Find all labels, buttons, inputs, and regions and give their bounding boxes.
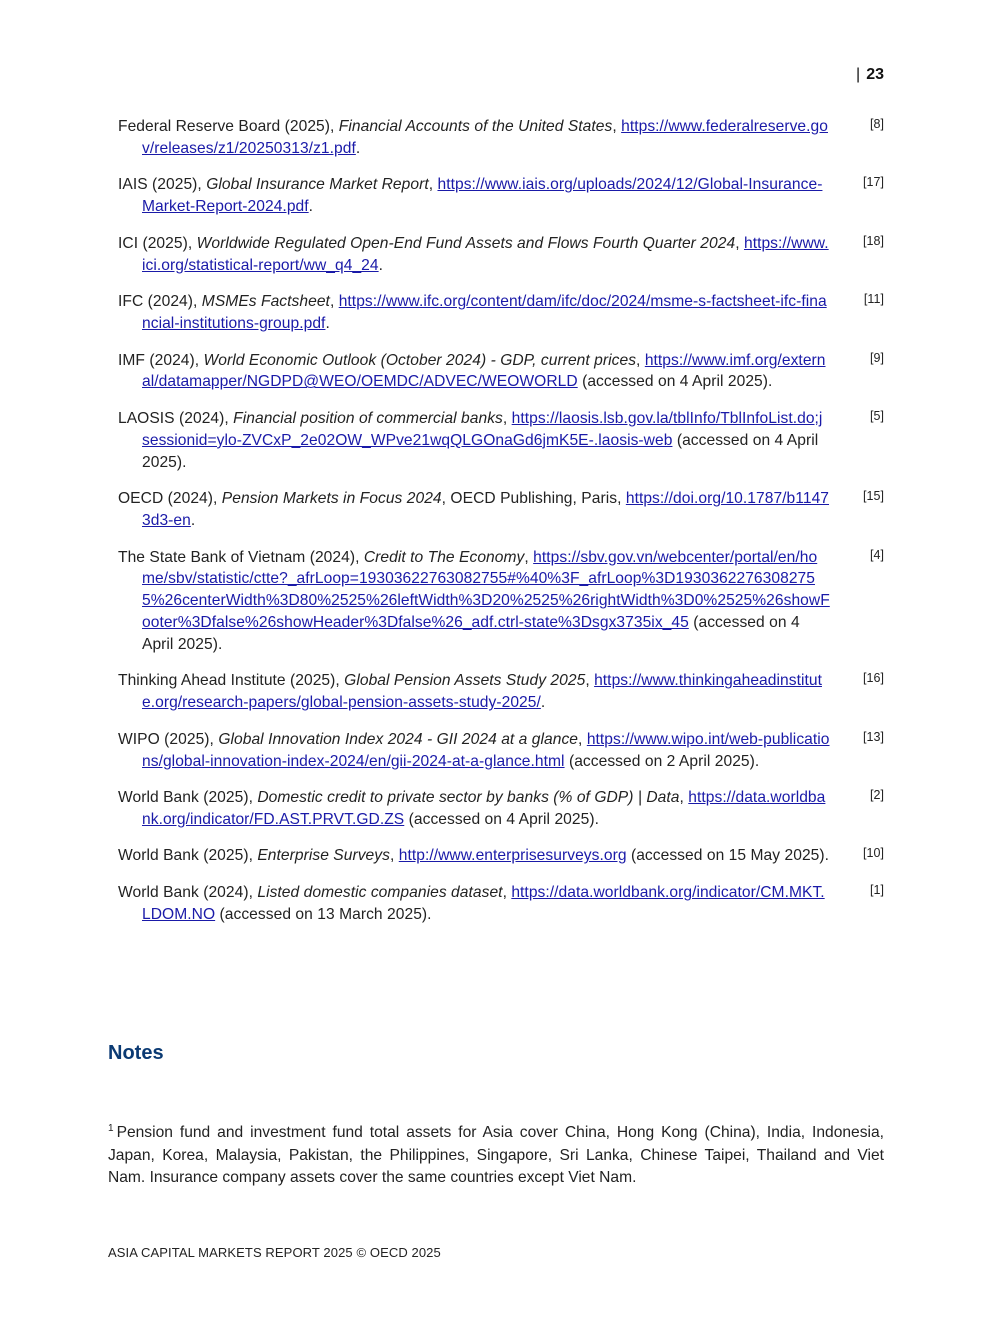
- reference-suffix: (accessed on 4 April 2025).: [142, 613, 800, 653]
- reference-author: IMF (2024),: [118, 351, 204, 369]
- reference-author: World Bank (2024),: [118, 884, 258, 902]
- reference-number: [5]: [869, 408, 884, 423]
- reference-number: [13]: [862, 729, 884, 744]
- reference-entry: [118, 547, 884, 656]
- footnote-marker: 1: [108, 1123, 114, 1134]
- reference-suffix: (accessed on 13 March 2025).: [215, 905, 432, 923]
- reference-title: Enterprise Surveys: [257, 847, 390, 865]
- reference-entry: [118, 882, 884, 926]
- reference-link[interactable]: http://www.enterprisesurveys.org: [398, 847, 627, 865]
- reference-title: Domestic credit to private sector by banks (% of GDP) | Data: [257, 789, 680, 807]
- reference-separator: ,: [585, 672, 595, 690]
- reference-title: Global Innovation Index 2024 - GII 2024 at a glance: [218, 730, 579, 748]
- reference-entry: [118, 350, 884, 394]
- reference-title: MSMEs Factsheet: [201, 293, 330, 311]
- reference-separator: ,: [428, 176, 438, 194]
- reference-title: Financial position of commercial banks: [233, 409, 503, 427]
- reference-link[interactable]: https://www.ici.org/statistical-report/ww_q4_24: [142, 234, 829, 274]
- reference-separator: ,: [502, 409, 512, 427]
- reference-title: Worldwide Regulated Open-End Fund Assets and Flows Fourth Quarter 2024: [196, 234, 736, 252]
- reference-separator: ,: [502, 884, 512, 902]
- reference-number: [1]: [869, 883, 884, 898]
- reference-number: [8]: [869, 117, 884, 131]
- reference-author: Thinking Ahead Institute (2025),: [118, 672, 345, 690]
- reference-link[interactable]: https://sbv.gov.vn/webcenter/portal/en/home/sbv/statistic/ctte?_afrLoop=19303622763082755#%40%3F_afrLoop%3D19303622763082755%26centerWidth%3D80%2525%26leftWidth%3D20%2525%26rightWidth%3D0%2525%26showFooter%3Dfalse%26showHeader%3Dfalse%26_adf.ctrl-state%3Dsgx3735ix_45: [142, 548, 830, 631]
- reference-entry: [118, 670, 884, 714]
- reference-suffix: (accessed on 2 April 2025).: [564, 752, 760, 770]
- reference-suffix: (accessed on 4 April 2025).: [577, 373, 773, 391]
- reference-separator: ,: [578, 730, 587, 748]
- page-number: [856, 66, 884, 84]
- reference-title: Global Insurance Market Report: [206, 176, 429, 194]
- reference-title: Listed domestic companies dataset: [257, 884, 503, 902]
- reference-author: OECD (2024),: [118, 490, 222, 508]
- reference-author: World Bank (2025),: [118, 847, 258, 865]
- reference-title: Financial Accounts of the United States: [338, 118, 613, 135]
- reference-entry: [118, 291, 884, 335]
- reference-author: The State Bank of Vietnam (2024),: [118, 548, 364, 566]
- reference-title: Global Pension Assets Study 2025: [344, 672, 586, 690]
- reference-suffix: .: [308, 198, 314, 216]
- reference-number: [18]: [862, 233, 884, 248]
- reference-entry: [118, 233, 884, 277]
- reference-link[interactable]: https://www.federalreserve.gov/releases/z1/20250313/z1.pdf: [142, 118, 828, 157]
- reference-title: Pension Markets in Focus 2024: [221, 490, 442, 508]
- reference-link[interactable]: https://laosis.lsb.gov.la/tblInfo/TblInfoList.do;jsessionid=ylo-ZVCxP_2e02OW_WPve21wqQLGOnaGd6jmK5E-.laosis-web: [142, 409, 823, 449]
- reference-separator: , OECD Publishing, Paris,: [441, 490, 626, 508]
- reference-number: [16]: [862, 671, 884, 686]
- reference-suffix: .: [325, 314, 330, 332]
- notes-heading: Notes: [108, 1042, 164, 1064]
- reference-separator: ,: [679, 789, 689, 807]
- reference-number: [11]: [863, 292, 884, 307]
- reference-number: [17]: [862, 175, 884, 190]
- reference-suffix: .: [378, 256, 384, 274]
- reference-number: [4]: [869, 547, 884, 562]
- reference-separator: ,: [612, 118, 622, 135]
- reference-link[interactable]: https://data.worldbank.org/indicator/FD.AST.PRVT.GD.ZS: [142, 789, 826, 828]
- reference-number: [2]: [869, 788, 884, 803]
- reference-number: [15]: [862, 489, 884, 504]
- reference-number: [9]: [869, 350, 884, 365]
- footnote: [108, 1118, 884, 1190]
- reference-suffix: (accessed on 4 April 2025).: [142, 431, 819, 471]
- page-footer: ASIA CAPITAL MARKETS REPORT 2025 © OECD 2025: [108, 1245, 441, 1260]
- reference-link[interactable]: https://www.iais.org/uploads/2024/12/Global-Insurance-Market-Report-2024.pdf: [142, 176, 823, 216]
- reference-number: [10]: [862, 846, 884, 861]
- reference-title: World Economic Outlook (October 2024) - GDP, current prices: [203, 351, 637, 369]
- reference-separator: ,: [735, 234, 744, 252]
- reference-author: Federal Reserve Board (2025),: [118, 118, 339, 135]
- footnote-text: Pension fund and investment fund total assets for Asia cover China, Hong Kong (China), India, Indonesia, Japan, Korea, Malaysia, Pakistan, the Philippines, Singapore, Sri Lanka, Chinese Taipei, Thailand and Viet Nam. Insurance company assets cover the same countries except Viet Nam.: [108, 1124, 884, 1187]
- reference-title: Credit to The Economy: [363, 548, 525, 566]
- reference-link[interactable]: https://doi.org/10.1787/b11473d3-en: [142, 490, 830, 529]
- reference-link[interactable]: https://www.ifc.org/content/dam/ifc/doc/2024/msme-s-factsheet-ifc-financial-institutions-group.pdf: [142, 293, 827, 332]
- reference-entry: [118, 488, 884, 532]
- reference-link[interactable]: https://www.thinkingaheadinstitute.org/research-papers/global-pension-assets-study-2025/: [142, 672, 822, 712]
- reference-separator: ,: [524, 548, 534, 566]
- reference-author: IAIS (2025),: [118, 176, 207, 194]
- reference-link[interactable]: https://www.wipo.int/web-publications/global-innovation-index-2024/en/gii-2024-at-a-glance.html: [142, 730, 830, 770]
- reference-entry: [118, 408, 884, 473]
- reference-entry: [118, 787, 884, 831]
- reference-entry: [118, 845, 884, 867]
- reference-entry: [118, 729, 884, 773]
- page-number-separator: |: [856, 66, 861, 83]
- reference-author: WIPO (2025),: [118, 730, 219, 748]
- reference-author: World Bank (2025),: [118, 789, 258, 807]
- reference-separator: ,: [636, 351, 645, 369]
- reference-link[interactable]: https://www.imf.org/external/datamapper/NGDPD@WEO/OEMDC/ADVEC/WEOWORLD: [142, 351, 826, 391]
- page-number-value: 23: [866, 66, 884, 83]
- reference-entry: [118, 174, 884, 218]
- reference-suffix: (accessed on 15 May 2025).: [626, 847, 830, 865]
- reference-author: ICI (2025),: [118, 234, 197, 252]
- reference-list: [118, 116, 884, 940]
- reference-author: LAOSIS (2024),: [118, 409, 234, 427]
- reference-separator: ,: [389, 847, 399, 865]
- reference-suffix: .: [355, 139, 361, 157]
- reference-link[interactable]: https://data.worldbank.org/indicator/CM.MKT.LDOM.NO: [142, 884, 825, 923]
- reference-suffix: .: [540, 694, 546, 712]
- reference-author: IFC (2024),: [118, 293, 202, 311]
- reference-separator: ,: [329, 293, 339, 311]
- reference-suffix: .: [190, 511, 196, 529]
- reference-suffix: (accessed on 4 April 2025).: [404, 810, 599, 828]
- reference-entry: [118, 116, 884, 160]
